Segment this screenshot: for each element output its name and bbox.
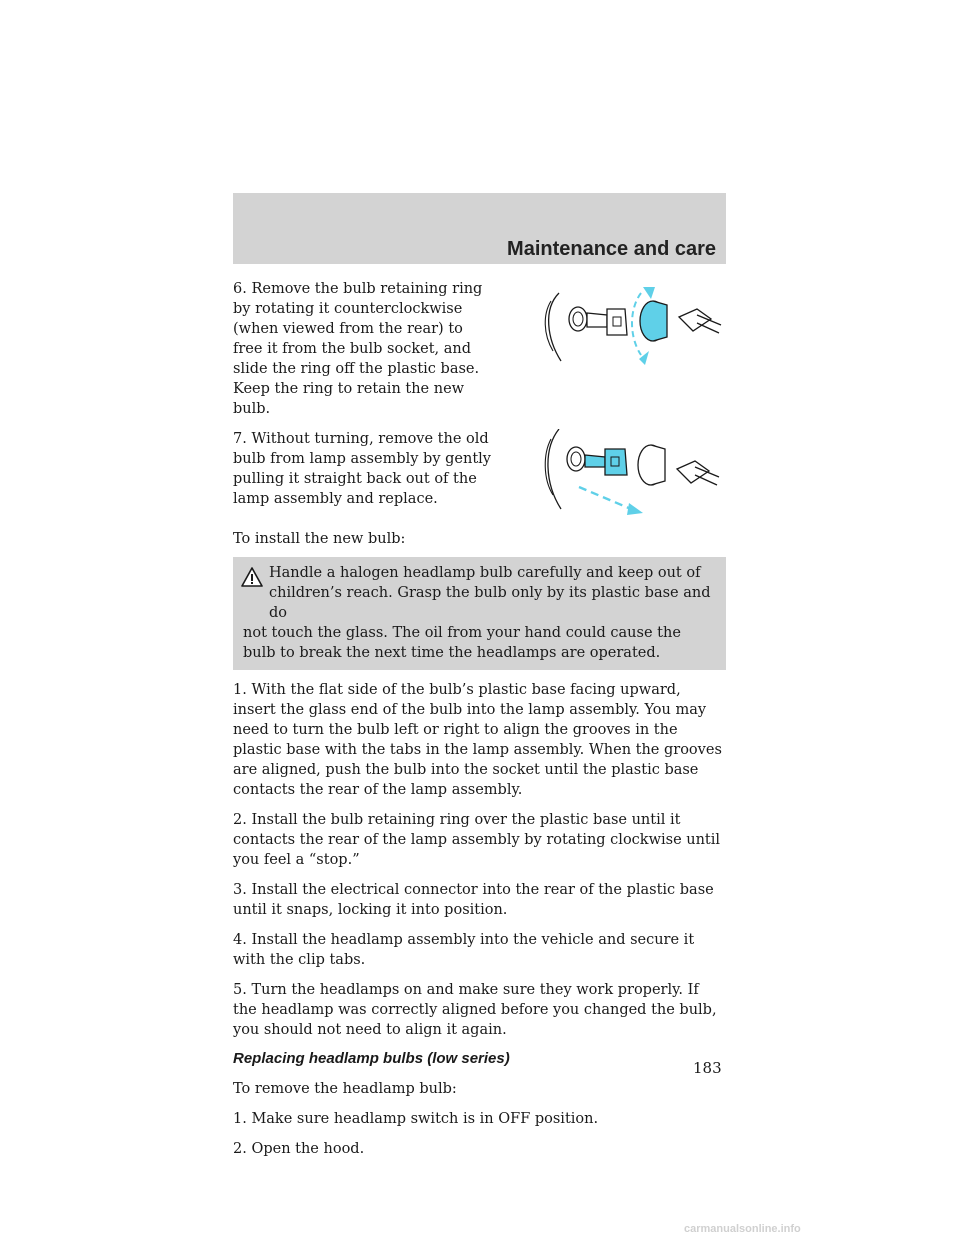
remove-intro: To remove the headlamp bulb: — [233, 1081, 457, 1097]
bulb-removal-figure — [521, 429, 726, 519]
warning-line-2: children’s reach. Grasp the bulb only by its plastic base and do — [269, 585, 711, 621]
remove-step-1: 1. Make sure headlamp switch is in OFF position. — [233, 1111, 599, 1127]
step-6-row — [233, 279, 726, 419]
install-step-1: 1. With the flat side of the bulb’s plastic base facing upward, insert the glass end of the bulb into the lamp assembly. You may need to turn the bulb left or right to align the grooves in the plastic base with the tabs in the lamp assembly. When the grooves are aligned, push the bulb into the socket until the plastic base contacts the rear of the lamp assembly. — [233, 682, 722, 798]
warning-rest: not touch the glass. The oil from your hand could cause the bulb to break the next time the headlamps are operated. — [243, 625, 681, 661]
install-step-5: 5. Turn the headlamps on and make sure they work properly. If the headlamp was correctly aligned before you changed the bulb, you should not need to align it again. — [233, 982, 717, 1038]
install-step-2: 2. Install the bulb retaining ring over the plastic base until it contacts the rear of the lamp assembly by rotating clockwise until you feel a “stop.” — [233, 812, 721, 868]
warning-triangle-icon — [241, 567, 263, 587]
section-header — [233, 193, 726, 264]
footer-watermark: carmanualsonline.info — [684, 1223, 801, 1235]
install-step-4: 4. Install the headlamp assembly into the vehicle and secure it with the clip tabs. — [233, 932, 695, 968]
retaining-ring-figure — [521, 279, 726, 379]
install-intro: To install the new bulb: — [233, 531, 406, 547]
page-content — [233, 279, 726, 1159]
section-title: Maintenance and care — [507, 238, 716, 260]
step-7-text: 7. Without turning, remove the old bulb from lamp assembly by gently pulling it straight back out of the lamp assembly and replace. — [233, 431, 491, 507]
warning-line-1: Handle a halogen headlamp bulb carefully and keep out of — [269, 565, 701, 581]
remove-step-2: 2. Open the hood. — [233, 1141, 365, 1157]
subheading: Replacing headlamp bulbs (low series) — [233, 1050, 510, 1067]
warning-text — [243, 563, 716, 663]
step-7-row — [233, 429, 726, 519]
step-6-text: 6. Remove the bulb retaining ring by rotating it counterclockwise (when viewed from the rear) to free it from the bulb socket, and slide the ring off the plastic base. Keep the ring to retain the new bulb. — [233, 281, 483, 417]
page-number: 183 — [693, 1059, 722, 1077]
install-step-3: 3. Install the electrical connector into the rear of the plastic base until it snaps, locking it into position. — [233, 882, 714, 918]
warning-box — [233, 557, 726, 670]
